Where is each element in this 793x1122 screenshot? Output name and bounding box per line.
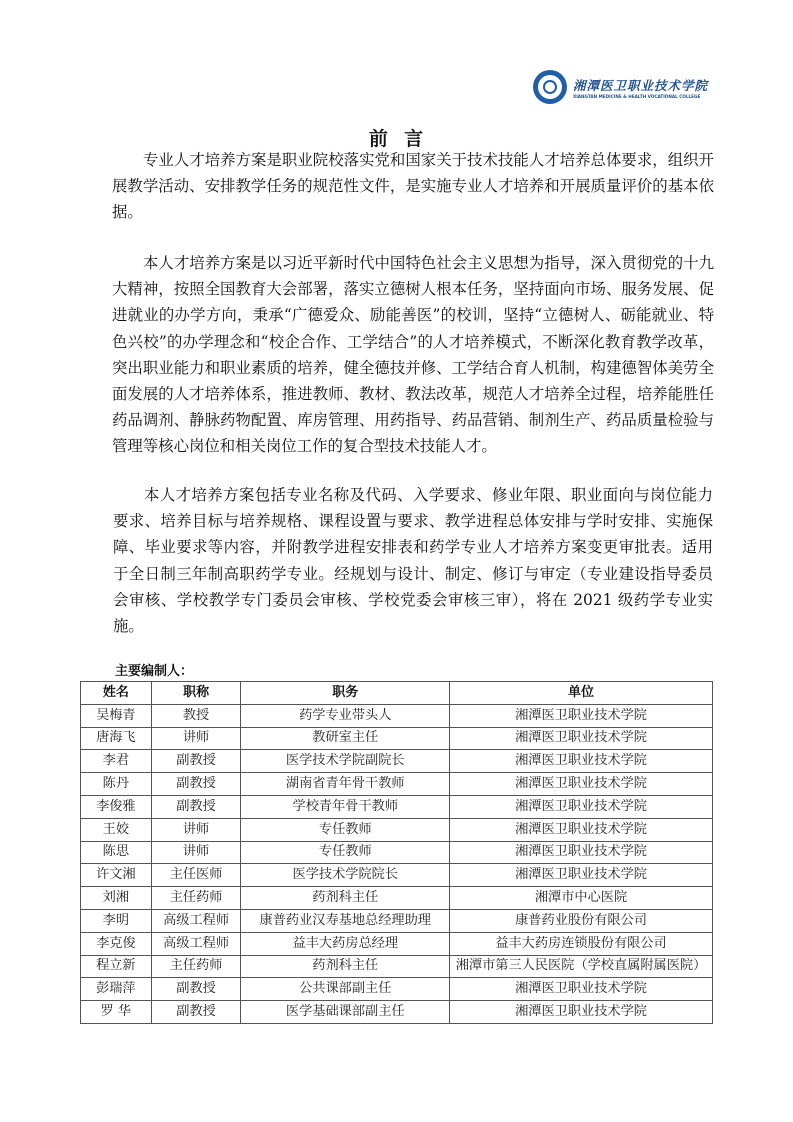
cell-position: 医学技术学院副院长 xyxy=(241,750,450,773)
cell-unit: 湘潭医卫职业技术学院 xyxy=(450,818,713,841)
college-seal-icon xyxy=(533,70,567,104)
cell-name: 陈丹 xyxy=(81,773,152,796)
cell-position: 专任教师 xyxy=(241,841,450,864)
table-row xyxy=(81,978,713,1001)
cell-unit: 益丰大药房连锁股份有限公司 xyxy=(450,932,713,955)
cell-position: 益丰大药房总经理 xyxy=(241,932,450,955)
cell-name: 李明 xyxy=(81,909,152,932)
cell-name: 李克俊 xyxy=(81,932,152,955)
column-header-title: 职称 xyxy=(151,682,241,705)
cell-unit: 湘潭医卫职业技术学院 xyxy=(450,1001,713,1024)
cell-name: 程立新 xyxy=(81,955,152,978)
cell-title: 讲师 xyxy=(151,841,241,864)
column-header-name: 姓名 xyxy=(81,682,152,705)
cell-position: 医学基础课部副主任 xyxy=(241,1001,450,1024)
cell-title: 讲师 xyxy=(151,727,241,750)
cell-unit: 湘潭医卫职业技术学院 xyxy=(450,727,713,750)
cell-title: 高级工程师 xyxy=(151,909,241,932)
college-name-en: XIANGTAN MEDICINE & HEALTH VOCATIONAL COLLEGE xyxy=(573,93,701,99)
table-row xyxy=(81,1001,713,1024)
cell-unit: 湘潭医卫职业技术学院 xyxy=(450,704,713,727)
table-row xyxy=(81,818,713,841)
table-row xyxy=(81,932,713,955)
cell-name: 罗 华 xyxy=(81,1001,152,1024)
cell-name: 彭瑞萍 xyxy=(81,978,152,1001)
editors-label: 主要编制人： xyxy=(115,664,194,679)
cell-title: 副教授 xyxy=(151,1001,241,1024)
cell-position: 药剂科主任 xyxy=(241,887,450,910)
college-logo xyxy=(533,69,709,105)
cell-unit: 湘潭医卫职业技术学院 xyxy=(450,864,713,887)
cell-name: 唐海飞 xyxy=(81,727,152,750)
cell-name: 李俊雅 xyxy=(81,795,152,818)
table-row xyxy=(81,727,713,750)
cell-unit: 湘潭医卫职业技术学院 xyxy=(450,978,713,1001)
cell-title: 教授 xyxy=(151,704,241,727)
cell-title: 副教授 xyxy=(151,773,241,796)
cell-unit: 湘潭医卫职业技术学院 xyxy=(450,773,713,796)
cell-position: 专任教师 xyxy=(241,818,450,841)
paragraph-guidance: 本人才培养方案是以习近平新时代中国特色社会主义思想为指导，深入贯彻党的十九大精神，按照全国教育大会部署，落实立德树人根本任务，坚持面向市场、服务发展、促进就业的办学方向，秉承“广德爱众、励能善医”的校训，坚持“立德树人、砺能就业、特色兴校”的办学理念和“校企合作、工学结合”的人才培养模式，不断深化教育教学改革，突出职业能力和职业素质的培养，健全德技并修、工学结合育人机制，构建德智体美劳全面发展的人才培养体系，推进教师、教材、教法改革，规范人才培养全过程，培养能胜任药品调剂、静脉药物配置、库房管理、用药指导、药品营销、制剂生产、药品质量检验与管理等核心岗位和相关岗位工作的复合型技术技能人才。 xyxy=(112,254,714,456)
cell-title: 主任药师 xyxy=(151,887,241,910)
table-row xyxy=(81,704,713,727)
cell-unit: 湘潭医卫职业技术学院 xyxy=(450,795,713,818)
table-row xyxy=(81,795,713,818)
cell-position: 公共课部副主任 xyxy=(241,978,450,1001)
college-logo-text xyxy=(573,76,708,99)
cell-unit: 湘潭市第三人民医院（学校直属附属医院） xyxy=(450,955,713,978)
paragraph-purpose: 专业人才培养方案是职业院校落实党和国家关于技术技能人才培养总体要求，组织开展教学活动、安排教学任务的规范性文件，是实施专业人才培养和开展质量评价的基本依据。 xyxy=(112,151,714,222)
table-row xyxy=(81,887,713,910)
cell-position: 药学专业带头人 xyxy=(241,704,450,727)
cell-position: 湖南省青年骨干教师 xyxy=(241,773,450,796)
cell-position: 康普药业汉寿基地总经理助理 xyxy=(241,909,450,932)
cell-position: 药剂科主任 xyxy=(241,955,450,978)
table-row xyxy=(81,864,713,887)
paragraph-contents: 本人才培养方案包括专业名称及代码、入学要求、修业年限、职业面向与岗位能力要求、培养目标与培养规格、课程设置与要求、教学进程总体安排与学时安排、实施保障、毕业要求等内容，并附教学进程安排表和药学专业人才培养方案变更审批表。适用于全日制三年制高职药学专业。经规划与设计、制定、修订与审定（专业建设指导委员会审核、学校教学专门委员会审核、学校党委会审核三审），将在 2021 级药学专业实施。 xyxy=(113,486,713,636)
table-row xyxy=(81,773,713,796)
cell-title: 讲师 xyxy=(151,818,241,841)
cell-name: 王姣 xyxy=(81,818,152,841)
cell-position: 教研室主任 xyxy=(241,727,450,750)
cell-position: 医学技术学院院长 xyxy=(241,864,450,887)
table-header-row xyxy=(81,682,713,705)
column-header-position: 职务 xyxy=(241,682,450,705)
cell-title: 副教授 xyxy=(151,978,241,1001)
table-row xyxy=(81,750,713,773)
table-row xyxy=(81,955,713,978)
cell-title: 副教授 xyxy=(151,750,241,773)
cell-unit: 湘潭医卫职业技术学院 xyxy=(450,750,713,773)
cell-unit: 湘潭医卫职业技术学院 xyxy=(450,841,713,864)
cell-position: 学校青年骨干教师 xyxy=(241,795,450,818)
cell-title: 副教授 xyxy=(151,795,241,818)
cell-name: 刘湘 xyxy=(81,887,152,910)
cell-name: 李君 xyxy=(81,750,152,773)
cell-name: 吴梅青 xyxy=(81,704,152,727)
college-name-cn: 湘潭医卫职业技术学院 xyxy=(573,77,709,93)
cell-title: 主任医师 xyxy=(151,864,241,887)
table-row xyxy=(81,841,713,864)
table-row xyxy=(81,909,713,932)
cell-name: 许文湘 xyxy=(81,864,152,887)
editors-table-body xyxy=(81,704,713,1023)
column-header-unit: 单位 xyxy=(450,682,713,705)
cell-name: 陈思 xyxy=(81,841,152,864)
cell-unit: 湘潭市中心医院 xyxy=(450,887,713,910)
page-title: 前 言 xyxy=(368,128,425,150)
editors-table xyxy=(80,681,713,1024)
cell-title: 主任药师 xyxy=(151,955,241,978)
cell-title: 高级工程师 xyxy=(151,932,241,955)
cell-unit: 康普药业股份有限公司 xyxy=(450,909,713,932)
